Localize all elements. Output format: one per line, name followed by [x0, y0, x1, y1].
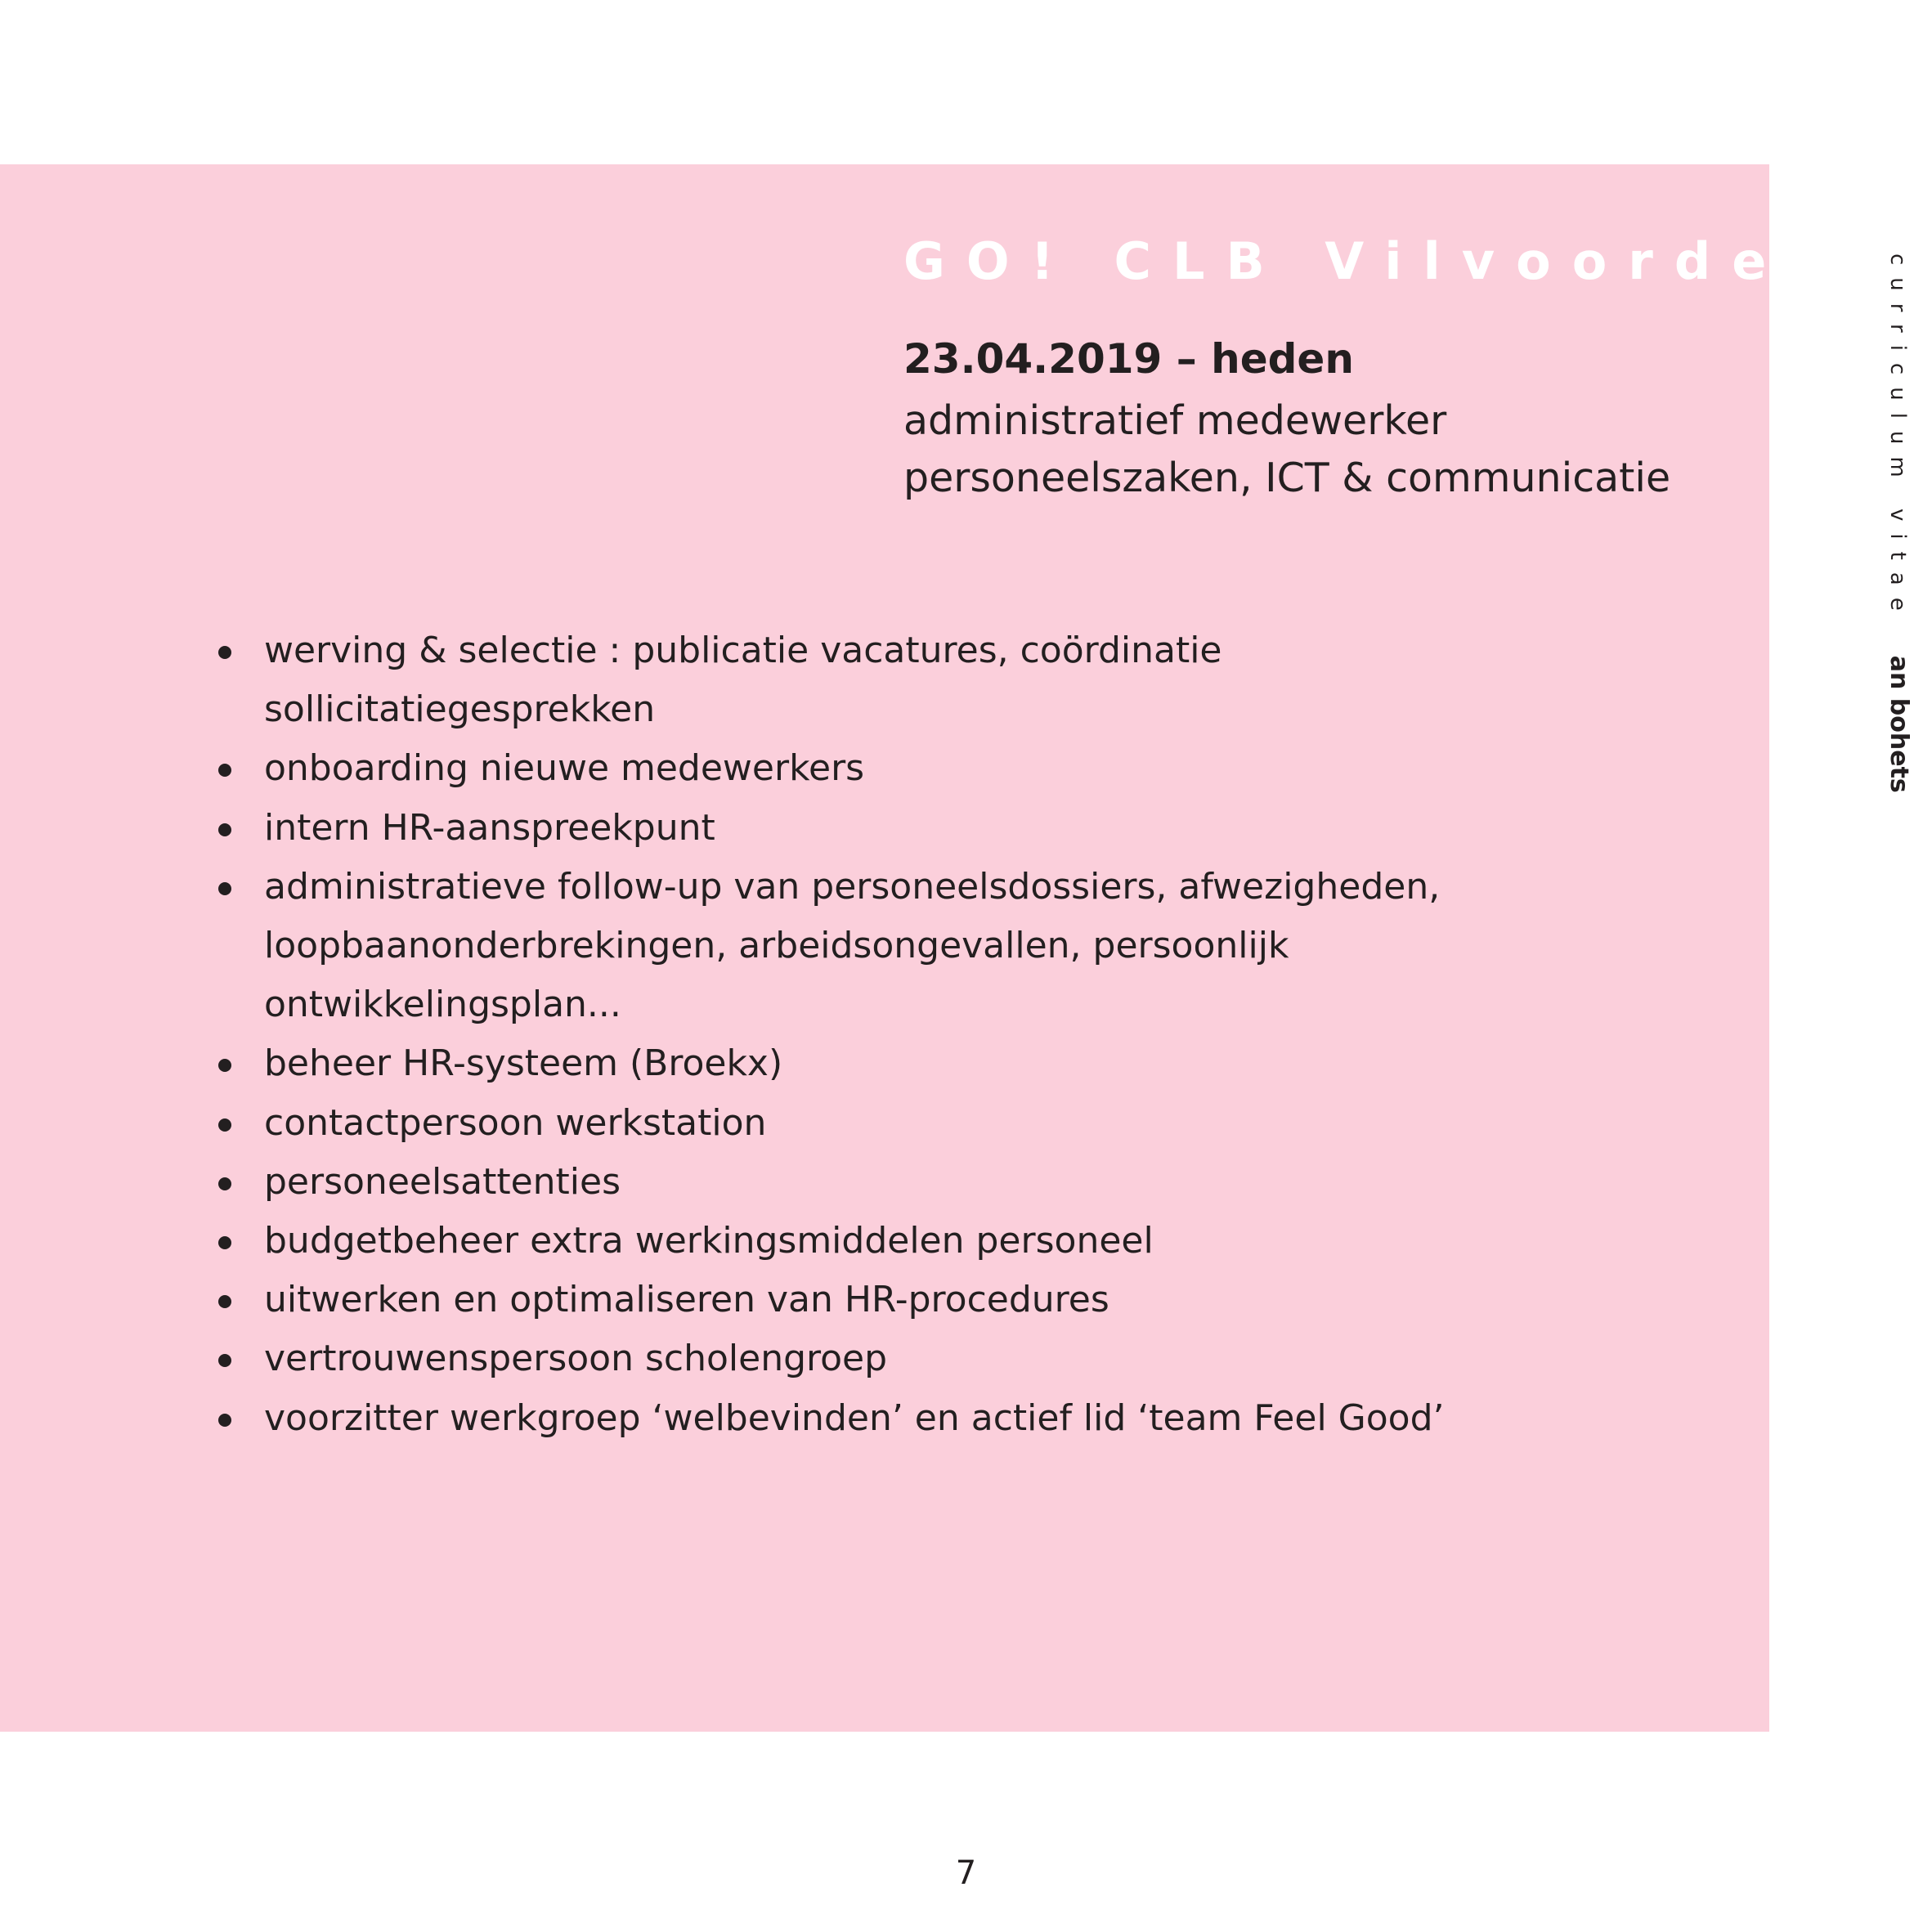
job-role-line-1: administratief medewerker — [903, 397, 1447, 444]
task-text-line: beheer HR-systeem (Broekx) — [264, 1042, 783, 1085]
task-text-line: budgetbeheer extra werkingsmiddelen personeel — [264, 1220, 1154, 1262]
bullet-icon — [218, 1118, 231, 1132]
sidebar-text — [1885, 253, 1913, 793]
sidebar-label — [1885, 253, 1913, 826]
bullet-icon — [218, 1177, 231, 1190]
bullet-icon — [218, 882, 231, 895]
task-text-line: ontwikkelingsplan... — [264, 984, 621, 1026]
bullet-icon — [218, 1414, 231, 1427]
document-type-label: curriculum vitae — [1885, 253, 1910, 623]
bullet-icon — [218, 1236, 231, 1249]
bullet-icon — [218, 1295, 231, 1308]
task-text-line: sollicitatiegesprekken — [264, 688, 656, 731]
bullet-icon — [218, 646, 231, 659]
page-number: 7 — [955, 1854, 977, 1892]
bullet-icon — [218, 764, 231, 777]
task-text-line: voorzitter werkgroep ‘welbevinden’ en actief lid ‘team Feel Good’ — [264, 1396, 1445, 1439]
author-name: an bohets — [1885, 655, 1913, 793]
task-item — [217, 1389, 1443, 1448]
bullet-icon — [218, 1059, 231, 1072]
task-item — [217, 1094, 1443, 1153]
task-item — [217, 799, 1443, 858]
task-text-line: administratieve follow-up van personeelsdossiers, afwezigheden, — [264, 865, 1441, 908]
task-item — [217, 1034, 1443, 1093]
job-role-line-2: personeelszaken, ICT & communicatie — [903, 455, 1671, 501]
task-text-line: contactpersoon werkstation — [264, 1101, 767, 1144]
task-item — [217, 1212, 1443, 1271]
job-role — [903, 392, 1754, 507]
task-list — [217, 621, 1443, 1448]
task-text-line: personeelsattenties — [264, 1160, 621, 1203]
task-item — [217, 858, 1443, 1035]
task-text-line: intern HR-aanspreekpunt — [264, 806, 715, 849]
employment-period: 23.04.2019 – heden — [903, 335, 1354, 383]
employer-title: GO! CLB Vilvoorde — [903, 231, 1788, 291]
task-item — [217, 1153, 1443, 1212]
task-item — [217, 739, 1443, 798]
task-text-line: vertrouwenspersoon scholengroep — [264, 1338, 888, 1380]
task-text-line: onboarding nieuwe medewerkers — [264, 747, 865, 790]
task-item — [217, 621, 1443, 739]
task-item — [217, 1271, 1443, 1329]
task-text-line: uitwerken en optimaliseren van HR-procedures — [264, 1279, 1109, 1321]
task-text-line: loopbaanonderbrekingen, arbeidsongevallen, persoonlijk — [264, 925, 1289, 967]
task-text-line: werving & selectie : publicatie vacatures, coördinatie — [264, 630, 1222, 671]
bullet-icon — [218, 823, 231, 836]
task-item — [217, 1329, 1443, 1388]
bullet-icon — [218, 1354, 231, 1367]
